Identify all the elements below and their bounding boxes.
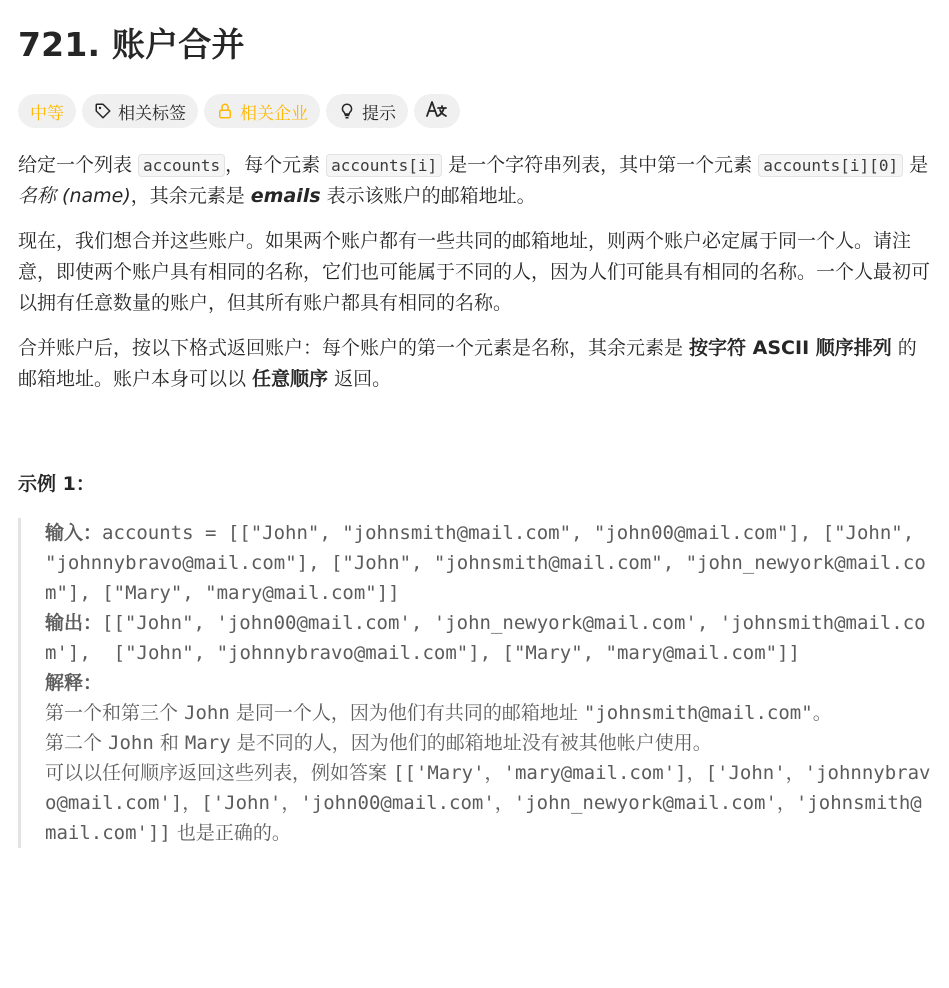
text-span: 合并账户后，按以下格式返回账户：每个账户的第一个元素是名称，其余元素是 bbox=[18, 337, 690, 359]
explanation-line-3 bbox=[45, 758, 931, 848]
code-span: Mary bbox=[184, 732, 231, 754]
text-span: ，每个元素 bbox=[225, 154, 327, 176]
input-value: accounts = [["John", "johnsmith@mail.com", "john00@mail.com"], ["John", "johnnybravo@mail.com"], ["John", "johnsmith@mail.com", "john_newyork@mail.com"], ["Mary", "mary@mail.com"]] bbox=[45, 522, 926, 604]
related-tags-button[interactable] bbox=[82, 94, 198, 128]
lightbulb-icon bbox=[338, 102, 356, 120]
lock-icon bbox=[216, 102, 234, 120]
text-span: 和 bbox=[153, 732, 185, 754]
bold-italic-text: emails bbox=[250, 185, 321, 207]
input-label: 输入： bbox=[45, 522, 103, 544]
text-span: 的邮箱地址。账户本身可以以 bbox=[18, 337, 917, 390]
text-span: 是 bbox=[903, 154, 929, 176]
tag-bar bbox=[18, 94, 931, 128]
code-span: "johnsmith@mail.com" bbox=[583, 702, 813, 724]
difficulty-label: 中等 bbox=[30, 103, 64, 124]
translate-button[interactable] bbox=[414, 94, 460, 128]
example-title: 示例 1： bbox=[18, 473, 95, 495]
code-span: John bbox=[108, 732, 154, 754]
inline-code: accounts[i][0] bbox=[758, 154, 903, 177]
code-span: John bbox=[184, 702, 230, 724]
text-span: 是一个字符串列表，其中第一个元素 bbox=[442, 154, 759, 176]
description-paragraph-3 bbox=[18, 333, 931, 395]
text-span: 返回。 bbox=[328, 368, 392, 390]
description-paragraph-1 bbox=[18, 150, 931, 212]
code-span: [['Mary'，'mary@mail.com']，['John'，'johnnybravo@mail.com']，['John'，'john00@mail.com'，'john_newyork@mail.com'，'johnsmith@mail.com']] bbox=[45, 762, 931, 844]
text-span: 表示该账户的邮箱地址。 bbox=[320, 185, 536, 207]
explanation-line-1 bbox=[45, 698, 931, 728]
italic-text: 名称 (name) bbox=[18, 185, 131, 207]
bold-text: 按字符 ASCII 顺序排列 bbox=[689, 337, 892, 359]
tag-icon bbox=[94, 102, 112, 120]
text-span: 可以以任何顺序返回这些列表，例如答案 bbox=[45, 762, 394, 784]
difficulty-badge bbox=[18, 94, 76, 128]
example-output bbox=[45, 608, 931, 668]
related-companies-button[interactable] bbox=[204, 94, 320, 128]
text-span: 也是正确的。 bbox=[170, 822, 291, 844]
example-block bbox=[18, 518, 931, 848]
translate-icon bbox=[426, 99, 448, 124]
explanation-line-2 bbox=[45, 728, 931, 758]
text-span: 。 bbox=[812, 702, 832, 724]
output-label: 输出： bbox=[45, 612, 103, 634]
text-span: ，其余元素是 bbox=[130, 185, 251, 207]
explanation-label: 解释： bbox=[45, 672, 103, 694]
problem-description bbox=[18, 150, 931, 395]
inline-code: accounts bbox=[138, 154, 225, 177]
text-span: 给定一个列表 bbox=[18, 154, 139, 176]
problem-title: 721. 账户合并 bbox=[18, 25, 245, 64]
hint-button[interactable] bbox=[326, 94, 408, 128]
related-tags-label: 相关标签 bbox=[118, 103, 186, 124]
hint-label: 提示 bbox=[362, 103, 396, 124]
inline-code: accounts[i] bbox=[326, 154, 442, 177]
text-span: 是同一个人，因为他们有共同的邮箱地址 bbox=[229, 702, 584, 724]
text-span: 第一个和第三个 bbox=[45, 702, 185, 724]
text-span: 第二个 bbox=[45, 732, 109, 754]
text-span: 是不同的人，因为他们的邮箱地址没有被其他帐户使用。 bbox=[230, 732, 712, 754]
description-paragraph-2: 现在，我们想合并这些账户。如果两个账户都有一些共同的邮箱地址，则两个账户必定属于同一个人。请注意，即使两个账户具有相同的名称，它们也可能属于不同的人，因为人们可能具有相同的名称。一个人最初可以拥有任意数量的账户，但其所有账户都具有相同的名称。 bbox=[18, 230, 931, 314]
example-input bbox=[45, 518, 931, 608]
bold-text: 任意顺序 bbox=[252, 368, 329, 390]
related-companies-label: 相关企业 bbox=[240, 103, 308, 124]
output-value: [["John", 'john00@mail.com', 'john_newyork@mail.com', 'johnsmith@mail.com'], ["John", "johnnybravo@mail.com"], ["Mary", "mary@mail.com"]] bbox=[45, 612, 926, 664]
